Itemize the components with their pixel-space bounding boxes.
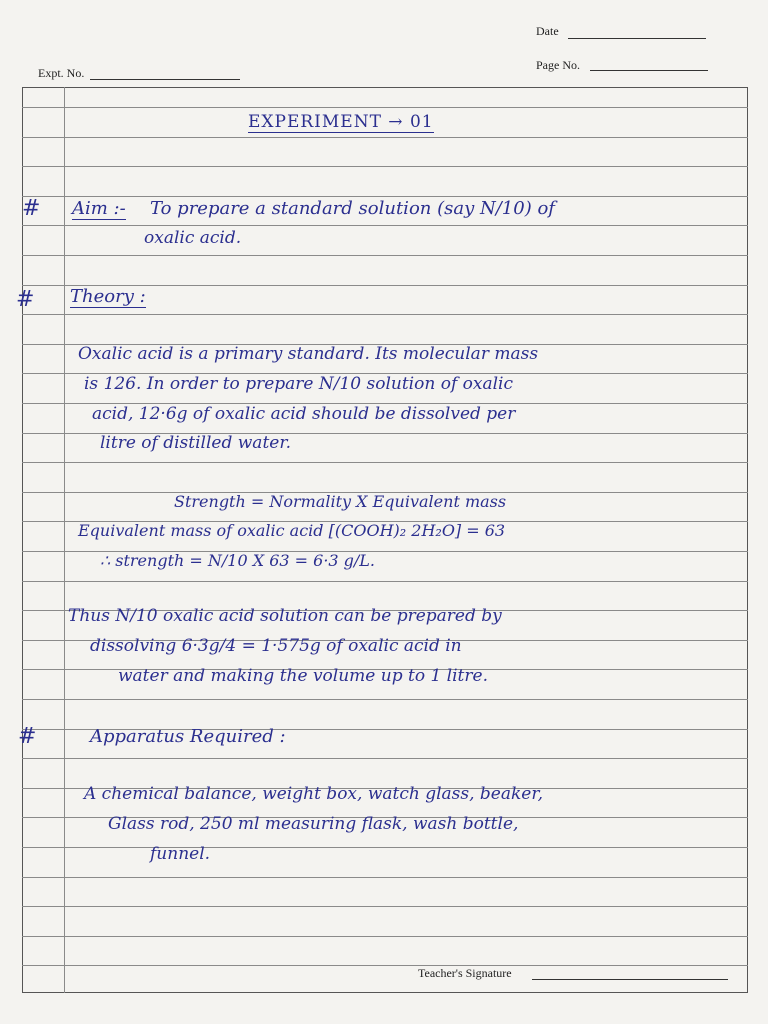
ruled-line xyxy=(22,196,748,197)
date-label: Date xyxy=(536,24,559,38)
apparatus-marker: # xyxy=(18,724,37,749)
apparatus-line-3: funnel. xyxy=(150,844,211,864)
formula-result: ∴ strength = N/10 X 63 = 6·3 g/L. xyxy=(100,551,376,570)
ruled-line xyxy=(22,936,748,937)
teacher-signature-line xyxy=(532,979,728,980)
ruled-line xyxy=(22,965,748,966)
ruled-line xyxy=(22,137,748,138)
aim-heading: Aim :- xyxy=(72,198,126,219)
theory-marker: # xyxy=(16,287,35,312)
ruled-line xyxy=(22,255,748,256)
ruled-line xyxy=(22,107,748,108)
theory-para1-line-4: litre of distilled water. xyxy=(100,433,292,453)
ruled-line xyxy=(22,906,748,907)
expt-no-label: Expt. No. xyxy=(38,66,85,80)
formula-strength: Strength = Normality X Equivalent mass xyxy=(174,492,507,511)
theory-para2-line-1: Thus N/10 oxalic acid solution can be prepared by xyxy=(68,606,502,626)
theory-para1-line-1: Oxalic acid is a primary standard. Its molecular mass xyxy=(78,344,539,364)
ruled-line xyxy=(22,462,748,463)
theory-para2-line-2: dissolving 6·3g/4 = 1·575g of oxalic acid in xyxy=(90,636,462,656)
page-no-label: Page No. xyxy=(536,58,580,72)
aim-marker: # xyxy=(22,196,41,221)
theory-para1-line-3: acid, 12·6g of oxalic acid should be dissolved per xyxy=(92,404,516,424)
ruled-line xyxy=(22,758,748,759)
date-line xyxy=(568,38,706,39)
ruled-line xyxy=(22,225,748,226)
ruled-area xyxy=(22,87,748,993)
expt-no-line xyxy=(90,79,240,80)
theory-heading: Theory : xyxy=(70,286,146,307)
margin-line xyxy=(64,87,65,993)
ruled-line xyxy=(22,847,748,848)
ruled-line xyxy=(22,877,748,878)
apparatus-heading: Apparatus Required : xyxy=(90,726,286,747)
apparatus-line-1: A chemical balance, weight box, watch glass, beaker, xyxy=(84,784,544,804)
ruled-line xyxy=(22,166,748,167)
aim-text-line-1: To prepare a standard solution (say N/10) of xyxy=(150,198,555,219)
page-no-line xyxy=(590,70,708,71)
aim-text-line-2: oxalic acid. xyxy=(144,228,242,248)
ruled-line xyxy=(22,581,748,582)
teacher-signature-label: Teacher's Signature xyxy=(418,966,512,980)
theory-para2-line-3: water and making the volume up to 1 litre. xyxy=(118,666,488,686)
experiment-title: EXPERIMENT → 01 xyxy=(248,112,434,132)
formula-equivalent-mass: Equivalent mass of oxalic acid [(COOH)₂ 2H₂O] = 63 xyxy=(78,521,506,540)
apparatus-line-2: Glass rod, 250 ml measuring flask, wash bottle, xyxy=(108,814,519,834)
theory-para1-line-2: is 126. In order to prepare N/10 solution of oxalic xyxy=(84,374,513,394)
ruled-line xyxy=(22,314,748,315)
ruled-line xyxy=(22,699,748,700)
